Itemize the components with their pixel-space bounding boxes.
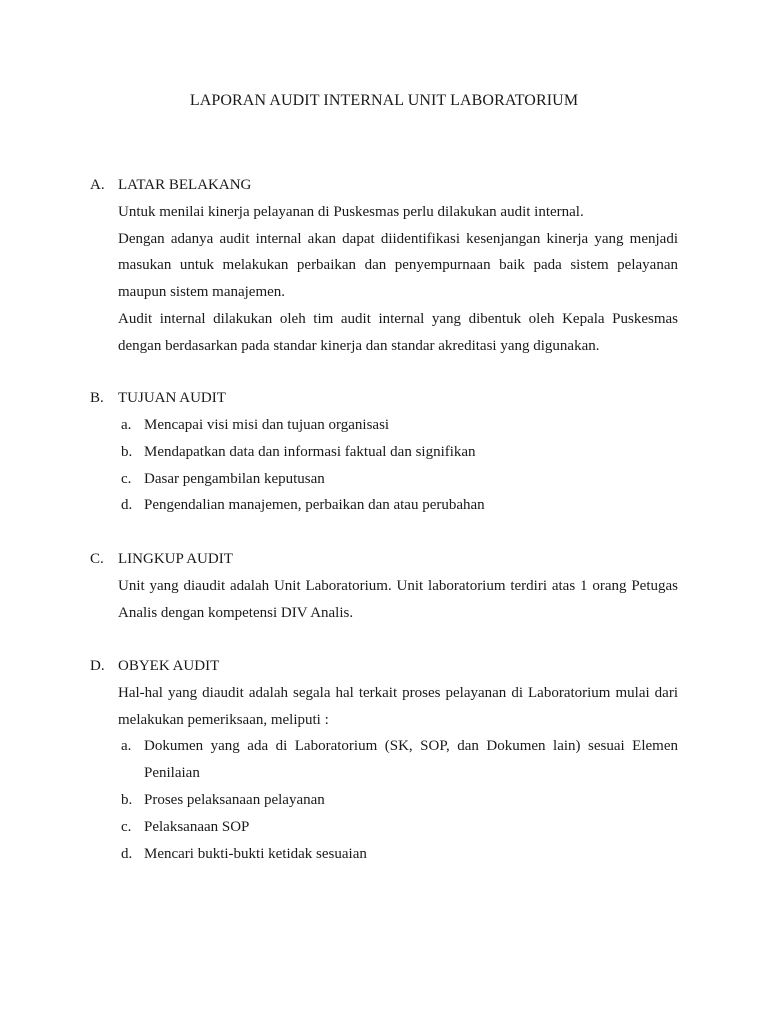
section-heading [0, 172, 768, 199]
section-title: OBYEK AUDIT [118, 658, 220, 674]
tujuan-list [0, 412, 768, 519]
section-title: LATAR BELAKANG [118, 177, 252, 193]
list-item [0, 787, 768, 814]
paragraph: Untuk menilai kinerja pelayanan di Puskesmas perlu dilakukan audit internal. [118, 204, 584, 220]
section-obyek-audit [0, 653, 768, 867]
list-marker: a. [121, 417, 132, 433]
obyek-list [0, 733, 768, 867]
list-marker: a. [121, 738, 132, 755]
list-item-text: Pengendalian manajemen, perbaikan dan atau perubahan [144, 497, 485, 514]
list-item-text: Mencari bukti-bukti ketidak sesuaian [144, 845, 367, 862]
paragraph: Dengan adanya audit internal akan dapat diidentifikasi kesenjangan kinerja yang menjadi masukan untuk melakukan perbaikan dan penyempurnaan baik pada sistem pelayanan maupun sistem manajemen. [118, 230, 678, 301]
section-tujuan-audit [0, 385, 768, 519]
section-heading [0, 385, 768, 412]
section-letter: A. [90, 177, 105, 193]
section-heading [0, 653, 768, 680]
list-marker: d. [121, 845, 133, 862]
list-marker: b. [121, 792, 133, 808]
section-title: LINGKUP AUDIT [118, 551, 233, 567]
list-item [0, 492, 768, 519]
paragraph: Hal-hal yang diaudit adalah segala hal terkait proses pelayanan di Laboratorium mulai dari melakukan pemeriksaan, meliputi : [118, 685, 678, 728]
section-heading [0, 546, 768, 573]
section-latar-belakang [0, 172, 768, 359]
list-item-text: Pelaksanaan SOP [144, 818, 250, 835]
list-marker: c. [121, 470, 132, 487]
list-marker: d. [121, 497, 133, 514]
paragraph: Audit internal dilakukan oleh tim audit internal yang dibentuk oleh Kepala Puskesmas dengan berdasarkan pada standar kinerja dan standar akreditasi yang digunakan. [118, 310, 678, 354]
section-title: TUJUAN AUDIT [118, 390, 226, 406]
paragraph: Unit yang diaudit adalah Unit Laboratorium. Unit laboratorium terdiri atas 1 orang Petugas Analis dengan kompetensi DIV Analis. [118, 578, 678, 621]
list-item-text: Dokumen yang ada di Laboratorium (SK, SOP, dan Dokumen lain) sesuai Elemen Penilaian [144, 738, 678, 782]
section-letter: C. [90, 551, 104, 567]
list-item [0, 412, 768, 439]
list-item-text: Mendapatkan data dan informasi faktual dan signifikan [144, 443, 476, 460]
section-lingkup-audit [0, 546, 768, 626]
section-letter: D. [90, 658, 105, 674]
list-item [0, 733, 768, 787]
list-item-text: Proses pelaksanaan pelayanan [144, 792, 325, 808]
list-marker: c. [121, 818, 132, 835]
list-item-text: Mencapai visi misi dan tujuan organisasi [144, 417, 390, 433]
list-marker: b. [121, 443, 133, 460]
list-item [0, 814, 768, 841]
document-title: LAPORAN AUDIT INTERNAL UNIT LABORATORIUM [189, 92, 579, 109]
section-letter: B. [90, 390, 104, 406]
list-item [0, 439, 768, 466]
list-item [0, 466, 768, 493]
list-item [0, 841, 768, 868]
list-item-text: Dasar pengambilan keputusan [144, 470, 325, 487]
